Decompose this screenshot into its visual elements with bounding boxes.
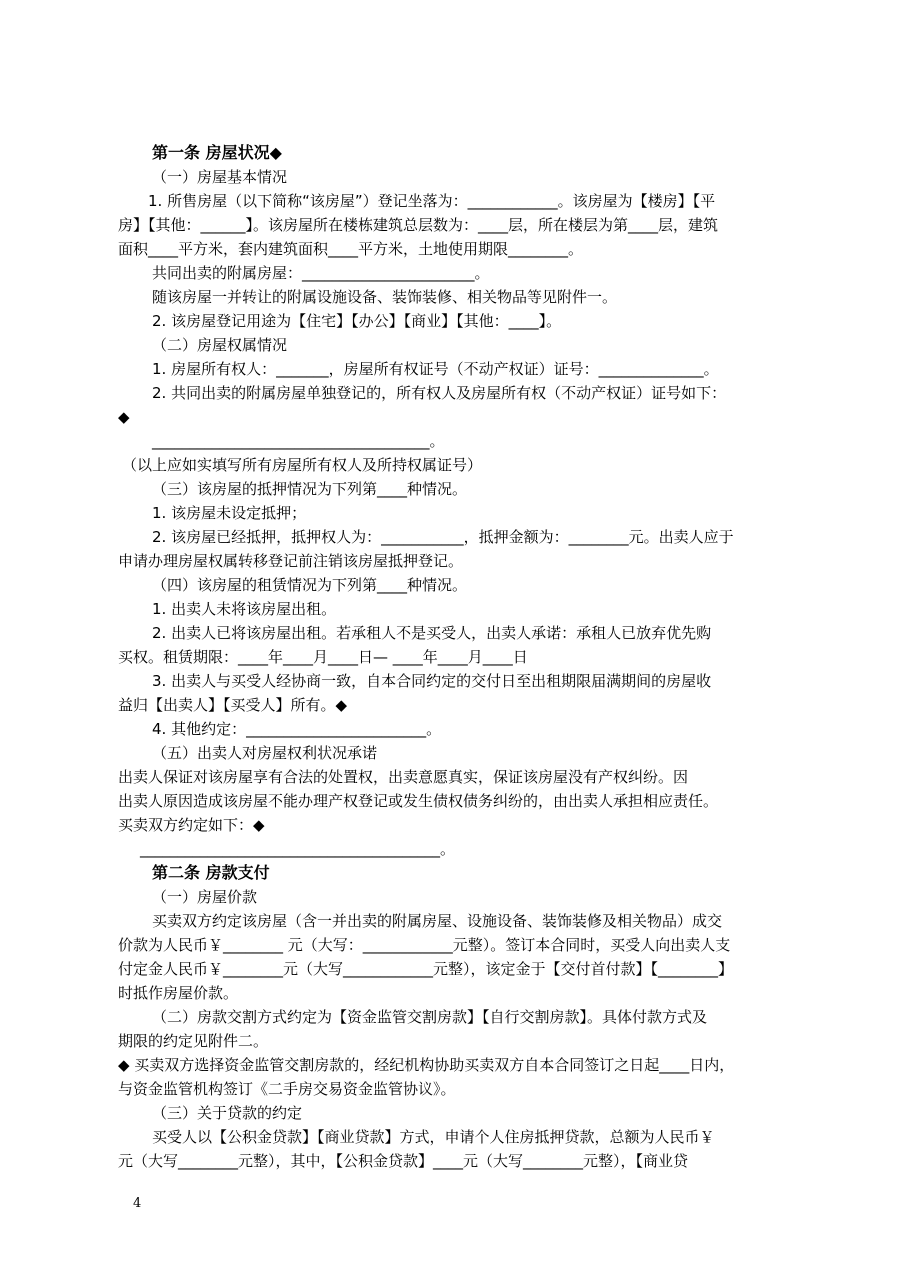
article-heading: 第二条 房款支付 [152,863,270,882]
text-line: （三）关于贷款的约定 [152,1104,303,1122]
text-line: （五）出卖人对房屋权利状况承诺 [152,744,378,762]
text-line: _____________________________________。 [152,432,445,450]
text-line: ◆ [118,408,130,426]
text-line: 时抵作房屋价款。 [118,984,239,1002]
text-line: 2. 该房屋登记用途为【住宅】【办公】【商业】【其他：____】。 [152,312,562,330]
text-line: 1. 房屋所有权人：_______，房屋所有权证号（不动产权证）证号：______________。 [152,360,719,378]
text-line: 4. 其他约定：________________________。 [152,720,442,738]
text-line: 期限的约定见附件二。 [118,1032,269,1050]
text-line: 1. 该房屋未设定抵押； [152,504,307,522]
text-line: 1. 所售房屋（以下简称“该房屋”）登记坐落为：____________。该房屋为【楼房】【平 [148,192,716,210]
text-line: （二）房款交割方式约定为【资金监管交割房款】【自行交割房款】。具体付款方式及 [152,1008,708,1026]
text-line: 随该房屋一并转让的附属设施设备、装饰装修、相关物品等见附件一。 [152,288,618,306]
text-line: 1. 出卖人未将该房屋出租。 [152,600,337,618]
text-line: （一）房屋价款 [152,888,258,906]
text-line: 申请办理房屋权属转移登记前注销该房屋抵押登记。 [118,552,464,570]
text-line: （一）房屋基本情况 [152,168,288,186]
text-line: 2. 共同出卖的附属房屋单独登记的，所有权人及房屋所有权（不动产权证）证号如下： [152,384,727,402]
text-line: 3. 出卖人与买受人经协商一致，自本合同约定的交付日至出租期限届满期间的房屋收 [152,672,712,690]
text-line: （以上应如实填写所有房屋所有权人及所持权属证号） [122,456,483,474]
text-line: 价款为人民币￥________ 元（大写：____________元整）。签订本合同时，买受人向出卖人支 [118,936,731,954]
text-line: 买受人以【公积金贷款】【商业贷款】方式，申请个人住房抵押贷款，总额为人民币￥ [152,1128,715,1146]
text-line: （二）房屋权属情况 [152,336,288,354]
article-heading: 第一条 房屋状况◆ [152,143,282,162]
text-line: ________________________________________。 [140,840,456,858]
text-line: 房】【其他：______】。该房屋所在楼栋建筑总层数为：____层，所在楼层为第____层，建筑 [118,216,719,234]
text-line: 元（大写________元整），其中，【公积金贷款】____元（大写________元整），【商业贷 [118,1152,689,1170]
text-line: 出卖人保证对该房屋享有合法的处置权，出卖意愿真实，保证该房屋没有产权纠纷。因 [118,768,689,786]
text-line: 买卖双方约定该房屋（含一并出卖的附属房屋、设施设备、装饰装修及相关物品）成交 [152,912,723,930]
page-number: 4 [133,1196,142,1211]
text-line: 与资金监管机构签订《二手房交易资金监管协议》。 [118,1080,456,1098]
text-line: 共同出卖的附属房屋：_______________________。 [152,264,490,282]
text-line: 出卖人原因造成该房屋不能办理产权登记或发生债权债务纠纷的，由出卖人承担相应责任。 [118,792,719,810]
text-line: 2. 出卖人已将该房屋出租。若承租人不是买受人，出卖人承诺：承租人已放弃优先购 [152,624,712,642]
text-line: 面积____平方米，套内建筑面积____平方米，土地使用期限________。 [118,240,584,258]
text-line: 益归【出卖人】【买受人】所有。◆ [118,696,348,714]
text-line: 买卖双方约定如下：◆ [118,816,265,834]
text-line: 买权。租赁期限：____年____月____日— ____年____月____日 [118,648,528,666]
text-line: ◆ 买卖双方选择资金监管交割房款的，经纪机构协助买卖双方自本合同签订之日起____日内， [118,1056,735,1074]
text-line: （三）该房屋的抵押情况为下列第____种情况。 [152,480,468,498]
text-line: 2. 该房屋已经抵押，抵押权人为：___________，抵押金额为：________元。出卖人应于 [152,528,734,546]
text-line: 付定金人民币￥________元（大写____________元整），该定金于【交付首付款】【________】 [118,960,734,978]
text-line: （四）该房屋的租赁情况为下列第____种情况。 [152,576,468,594]
